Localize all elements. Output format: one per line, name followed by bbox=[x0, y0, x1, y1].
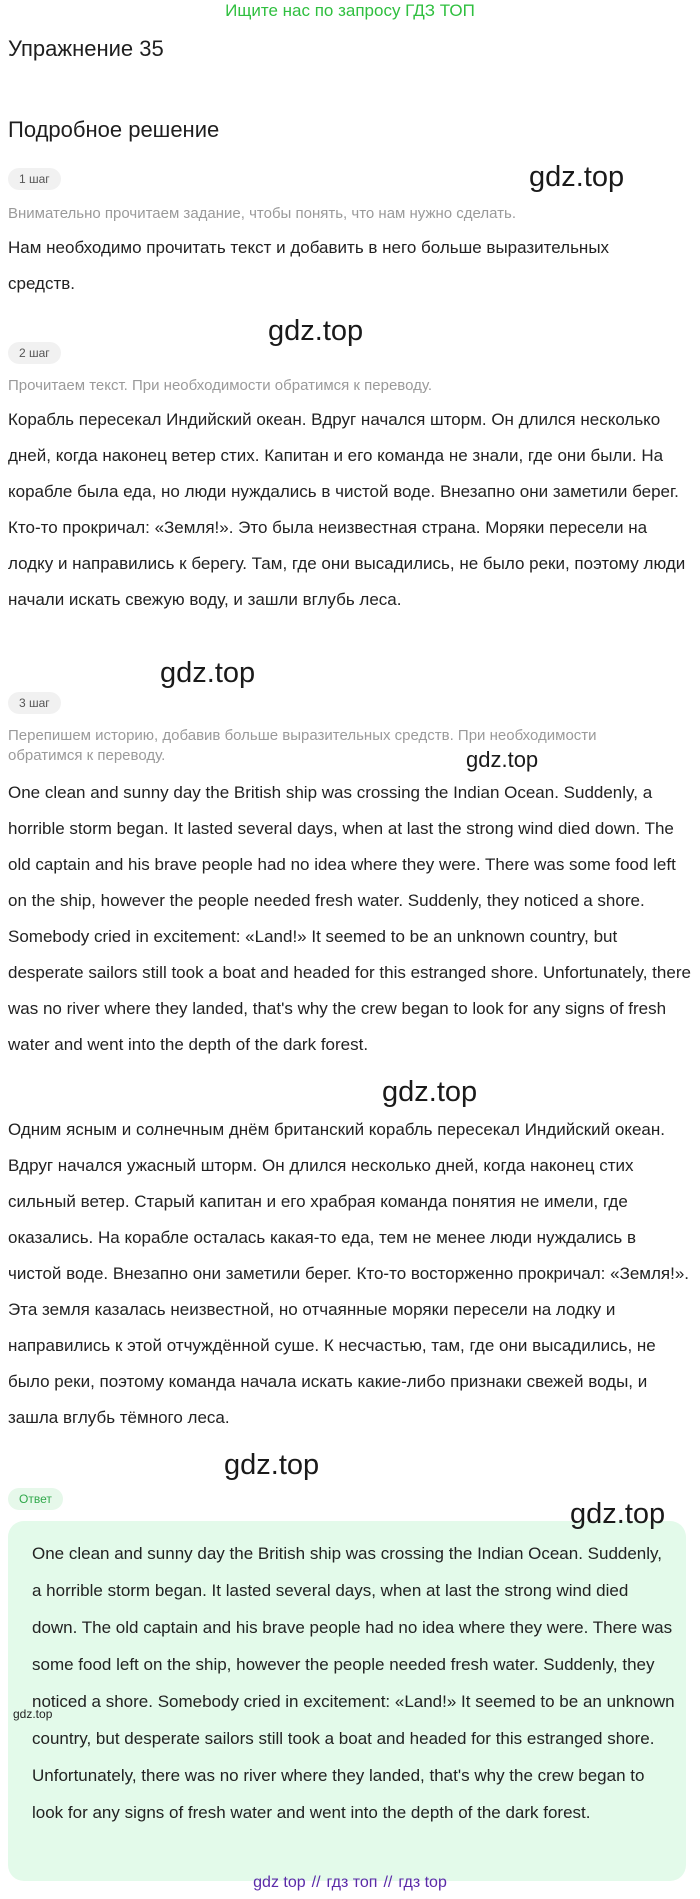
step-1-hint: Внимательно прочитаем задание, чтобы понять, что нам нужно сделать. bbox=[8, 205, 517, 222]
watermark: gdz.top bbox=[268, 315, 364, 347]
step-3-badge: 3 шаг bbox=[8, 692, 61, 714]
step-1-badge: 1 шаг bbox=[8, 168, 61, 190]
footer-link-gdz-top[interactable]: gdz top bbox=[253, 1874, 306, 1891]
answer-badge: Ответ bbox=[8, 1488, 63, 1510]
step-3-hint: Перепишем историю, добавив больше выразительных средств. При необходимости обратимся к переводу. bbox=[8, 727, 597, 764]
footer-link-gdz-top-mixed[interactable]: гдз top bbox=[398, 1874, 447, 1891]
watermark: gdz.top bbox=[466, 747, 539, 772]
watermark: gdz.top bbox=[529, 161, 625, 193]
top-banner-link[interactable]: Ищите нас по запросу ГДЗ ТОП bbox=[225, 1, 475, 20]
exercise-title: Упражнение 35 bbox=[8, 36, 164, 61]
footer-link-gdz-top-ru[interactable]: гдз топ bbox=[326, 1874, 378, 1891]
step-2-badge: 2 шаг bbox=[8, 342, 61, 364]
footer-links bbox=[0, 1874, 700, 1892]
watermark: gdz.top bbox=[224, 1449, 320, 1481]
section-title: Подробное решение bbox=[8, 117, 220, 142]
watermark: gdz.top bbox=[160, 657, 256, 689]
watermark: gdz.top bbox=[13, 1707, 53, 1721]
step-3-text-ru: Одним ясным и солнечным днём британский корабль пересекал Индийский океан. Вдруг начался ужасный шторм. Он длился несколько дней, когда наконец стих сильный ветер. Старый капитан и его храбрая команда понятия не имели, где оказались. На корабле осталась какая-то еда, тем не менее люди нуждались в чистой воде. Внезапно они заметили берег. Кто-то восторженно прокричал: «Земля!». Эта земля казалась неизвестной, но отчаянные моряки пересели на лодку и направились к этой отчуждённой суше. К несчастью, там, где они высадились, не было реки, поэтому команда начала искать какие-либо признаки свежей воды, и зашла вглубь тёмного леса. bbox=[8, 1120, 690, 1427]
footer-separator: // bbox=[383, 1874, 393, 1891]
step-2-text: Корабль пересекал Индийский океан. Вдруг начался шторм. Он длился несколько дней, когда наконец ветер стих. Капитан и его команда не знали, где они были. На корабле была еда, но люди нуждались в чистой воде. Внезапно они заметили берег. Кто-то прокричал: «Земля!». Это была неизвестная страна. Моряки пересели на лодку и направились к берегу. Там, где они высадились, не было реки, поэтому люди начали искать свежую воду, и зашли вглубь леса. bbox=[8, 410, 686, 609]
step-3-text-en: One clean and sunny day the British ship was crossing the Indian Ocean. Suddenly, a horrible storm began. It lasted several days, when at last the strong wind died down. The old captain and his brave people had no idea where they were. There was some food left on the ship, however the people needed fresh water. Suddenly, they noticed a shore. Somebody cried in excitement: «Land!» It seemed to be an unknown country, but desperate sailors still took a boat and headed for this estranged shore. Unfortunately, there was no river where they landed, that's why the crew began to look for any signs of fresh water and went into the depth of the dark forest. bbox=[8, 783, 691, 1054]
step-2-hint: Прочитаем текст. При необходимости обратимся к переводу. bbox=[8, 377, 433, 394]
step-1-text: Нам необходимо прочитать текст и добавить в него больше выразительных средств. bbox=[8, 238, 610, 293]
watermark: gdz.top bbox=[382, 1076, 478, 1108]
footer-separator: // bbox=[311, 1874, 321, 1891]
watermark: gdz.top bbox=[570, 1498, 666, 1530]
answer-text: One clean and sunny day the British ship was crossing the Indian Ocean. Suddenly, a horrible storm began. It lasted several days, when at last the strong wind died down. The old captain and his brave people had no idea where they were. There was some food left on the ship, however the people needed fresh water. Suddenly, they noticed a shore. Somebody cried in excitement: «Land!» It seemed to be an unknown country, but desperate sailors still took a boat and headed for this estranged shore. Unfortunately, there was no river where they landed, that's why the crew began to look for any signs of fresh water and went into the depth of the dark forest. bbox=[32, 1544, 675, 1822]
